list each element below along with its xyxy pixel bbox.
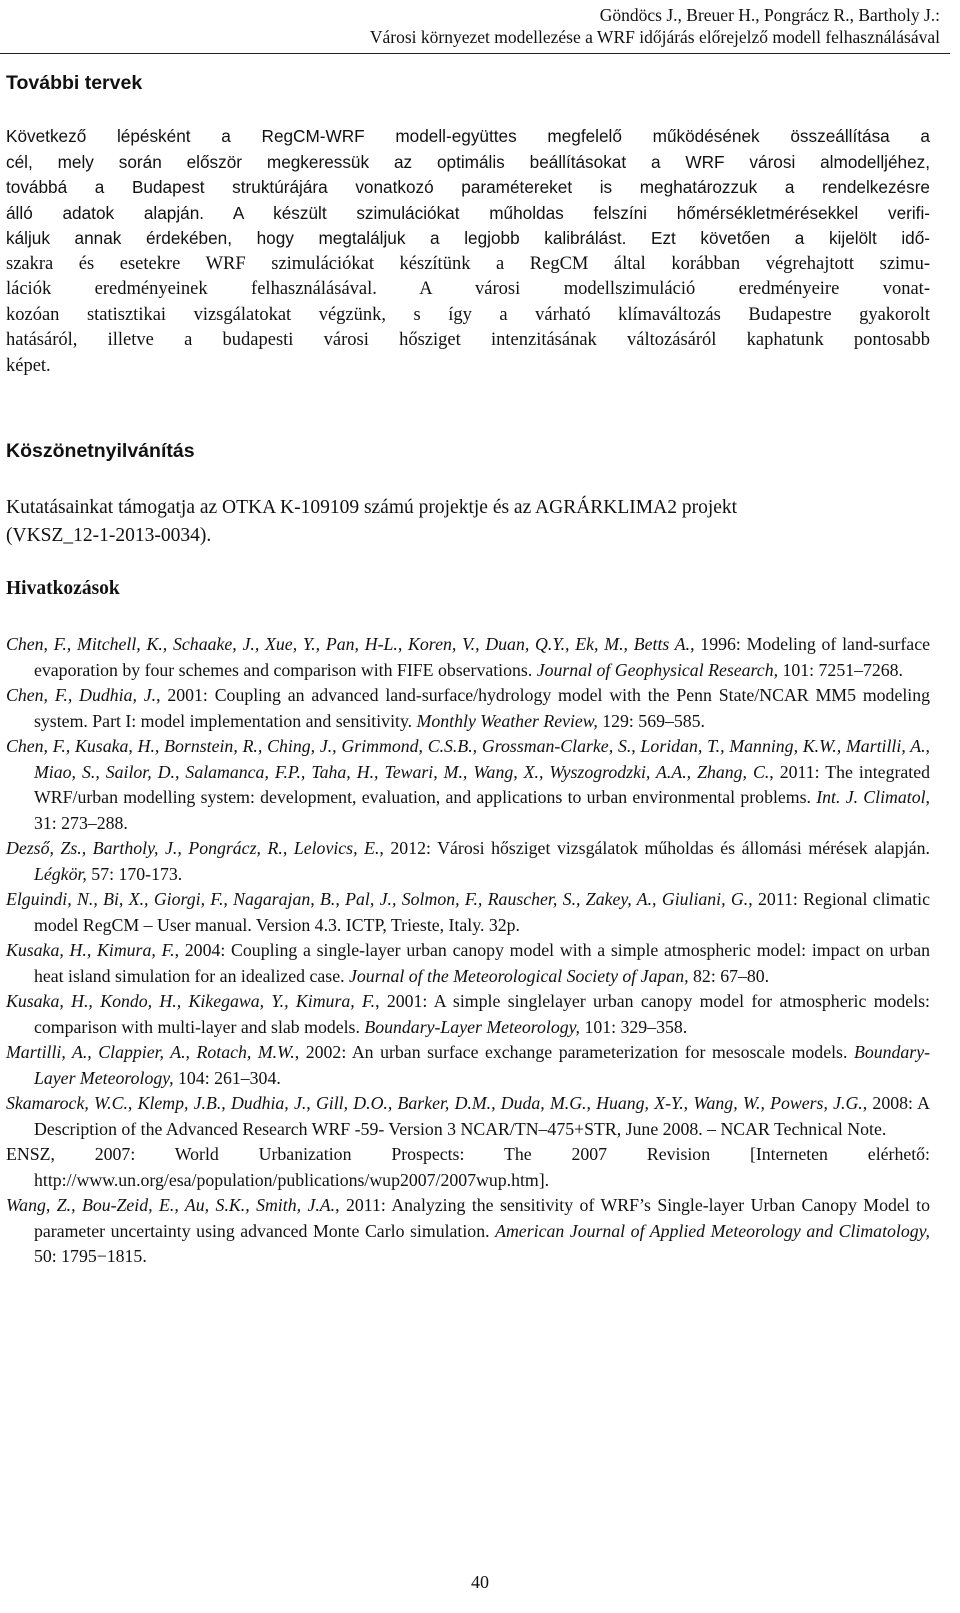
reference-journal: Journal of the Meteorological Society of Japan, [349,965,689,986]
reference-authors: Chen, F., Mitchell, K., Schaake, J., Xue, Y., Pan, H-L., Koren, V., Duan, Q.Y., Ek, M., Betts A. [6,634,691,654]
reference-body: , 2002: An urban surface exchange parameterization for mesoscale models. [294,1042,854,1062]
reference-body: ENSZ, 2007: World Urbanization Prospects: The 2007 Revision [Interneten elérhető: http://www.un.org/esa/population/publications/wup2007/2007wup.htm]. [6,1144,930,1190]
page-number: 40 [471,1572,489,1592]
reference-body: , 2011: Regional climatic model RegCM – User manual. Version 4.3. ICTP, Trieste, Italy. 32p. [34,889,930,935]
reference-journal: Boundary-Layer Meteorology, [364,1016,581,1037]
section-title-acknowledgements: Köszönetnyilvánítás [6,440,195,462]
reference-authors: Kusaka, H., Kimura, F. [6,940,175,960]
reference-volume-pages: 82: 67–80. [688,965,770,986]
reference-authors: Dezső, Zs., Bartholy, J., Pongrácz, R., Lelovics, E. [6,838,380,858]
acknowledgements-paragraph [6,494,930,550]
paragraph-line: álló adatok alapján. A készült szimulációkat műholdas felszíni hőmérsékletmérésekkel verifi- [6,202,930,223]
reference-authors: Elguindi, N., Bi, X., Giorgi, F., Nagarajan, B., Pal, J., Solmon, F., Rauscher, S., Zakey, A., Giuliani, G. [6,889,749,909]
reference-journal: American Journal of Applied Meteorology and Climatology, [495,1220,930,1241]
reference-list [6,632,930,1270]
reference-body: , 2011: The integrated WRF/urban modelling system: development, evaluation, and applications to urban environmental problems. [34,761,930,807]
reference-item [6,1040,930,1091]
paragraph-line: hatásáról, illetve a budapesti városi hősziget intenzitásának változásáról kaphatunk pontosabb [6,330,930,350]
reference-volume-pages: 129: 569–585. [597,710,705,731]
section-title-further-plans: További tervek [6,72,143,94]
reference-body: , 2004: Coupling a single-layer urban canopy model with a simple atmospheric model: impact on urban heat island simulation for an idealized case. [34,940,930,986]
section-title-references: Hivatkozások [6,578,120,599]
reference-item [6,632,930,683]
reference-authors: Chen, F., Dudhia, J. [6,685,157,705]
header-divider [0,53,950,54]
reference-item [6,938,930,989]
reference-item [6,887,930,938]
paragraph-line: lációk eredményeinek felhasználásával. A városi modellszimuláció eredményeire vonat- [6,279,930,299]
further-plans-paragraph [6,124,930,379]
paragraph-line: (VKSZ_12-1-2013-0034). [6,525,212,546]
reference-authors: Martilli, A., Clappier, A., Rotach, M.W. [6,1042,295,1062]
reference-journal: Légkör, [34,863,87,884]
paragraph-line: káljuk annak érdekében, hogy megtaláljuk a legjobb kalibrálást. Ezt követően a kijelölt idő- [6,228,930,248]
reference-item [6,683,930,734]
reference-item [6,1142,930,1193]
paragraph-line: továbbá a Budapest struktúrájára vonatkozó paramétereket is meghatározzuk a rendelkezésre [6,177,930,197]
reference-body: , 2011: Analyzing the sensitivity of WRF’s Single-layer Urban Canopy Model to parameter uncertainty using advanced Monte Carlo simulation. [34,1195,931,1241]
reference-item [6,1193,930,1270]
reference-item [6,989,930,1040]
reference-volume-pages: 57: 170-173. [86,863,183,884]
reference-body: , 1996: Modeling of land-surface evaporation by four schemes and comparison with FIFE observations. [34,634,930,680]
reference-authors: Skamarock, W.C., Klemp, J.B., Dudhia, J., Gill, D.O., Barker, D.M., Duda, M.G., Huang, X-Y., Wang, W., Powers, J.G. [6,1093,863,1113]
paragraph-line: szakra és esetekre WRF szimulációkat készítünk a RegCM által korábban végrehajtott szimu- [6,253,930,274]
reference-body: , 2008: A Description of the Advanced Research WRF -59- Version 3 NCAR/TN–475+STR, June 2008. – NCAR Technical Note. [34,1093,930,1139]
paragraph-line: Következő lépésként a RegCM-WRF modell-együttes megfelelő működésének összeállítása a [6,126,930,146]
reference-journal: Monthly Weather Review, [416,710,598,731]
reference-item [6,836,930,887]
reference-item [6,1091,930,1142]
paragraph-line: kozóan statisztikai vizsgálatokat végzünk, s így a várható klímaváltozás Budapestre gyakorolt [6,304,930,325]
reference-body: , 2001: Coupling an advanced land-surface/hydrology model with the Penn State/NCAR MM5 modeling system. Part I: model implementation and sensitivity. [34,685,930,731]
reference-journal: Journal of Geophysical Research, [536,659,779,680]
reference-volume-pages: 50: 1795−1815. [34,1246,147,1266]
reference-volume-pages: 101: 329–358. [580,1016,688,1037]
header-authors: Göndöcs J., Breuer H., Pongrácz R., Bartholy J.: [599,5,940,25]
reference-journal: Int. J. Climatol [816,787,926,807]
reference-volume-pages: 104: 261–304. [173,1067,281,1088]
reference-body: , 2001: A simple singlelayer urban canopy model for atmospheric models: comparison with multi-layer and slab models. [34,991,930,1037]
paragraph-line: képet. [6,355,51,376]
running-header [370,4,940,48]
reference-authors: Chen, F., Kusaka, H., Bornstein, R., Ching, J., Grimmond, C.S.B., Grossman-Clarke, S., Loridan, T., Manning, K.W., Martilli, A., Miao, S., Sailor, D., Salamanca, F.P., Taha, H., Tewari, M., Wang, X., Wyszogrodzki, A.A., Zhang, C. [6,736,930,782]
reference-volume-pages: , 31: 273–288. [34,787,930,833]
reference-authors: Kusaka, H., Kondo, H., Kikegawa, Y., Kimura, F. [6,991,376,1011]
reference-item [6,734,930,836]
paragraph-line: cél, mely során először megkeressük az optimális beállításokat a WRF városi almodelljéhez, [6,151,930,172]
reference-authors: Wang, Z., Bou-Zeid, E., Au, S.K., Smith, J.A. [6,1195,336,1215]
reference-volume-pages: 101: 7251–7268. [778,659,903,680]
reference-body: , 2012: Városi hősziget vizsgálatok műholdas és állomási mérések alapján. [379,838,930,858]
reference-journal: Boundary-Layer Meteorology, [34,1042,931,1088]
header-title: Városi környezet modellezése a WRF időjárás előrejelző modell felhasználásával [369,27,940,47]
paragraph-line: Kutatásainkat támogatja az OTKA K-109109 számú projektje és az AGRÁRKLIMA2 projekt [6,497,738,518]
